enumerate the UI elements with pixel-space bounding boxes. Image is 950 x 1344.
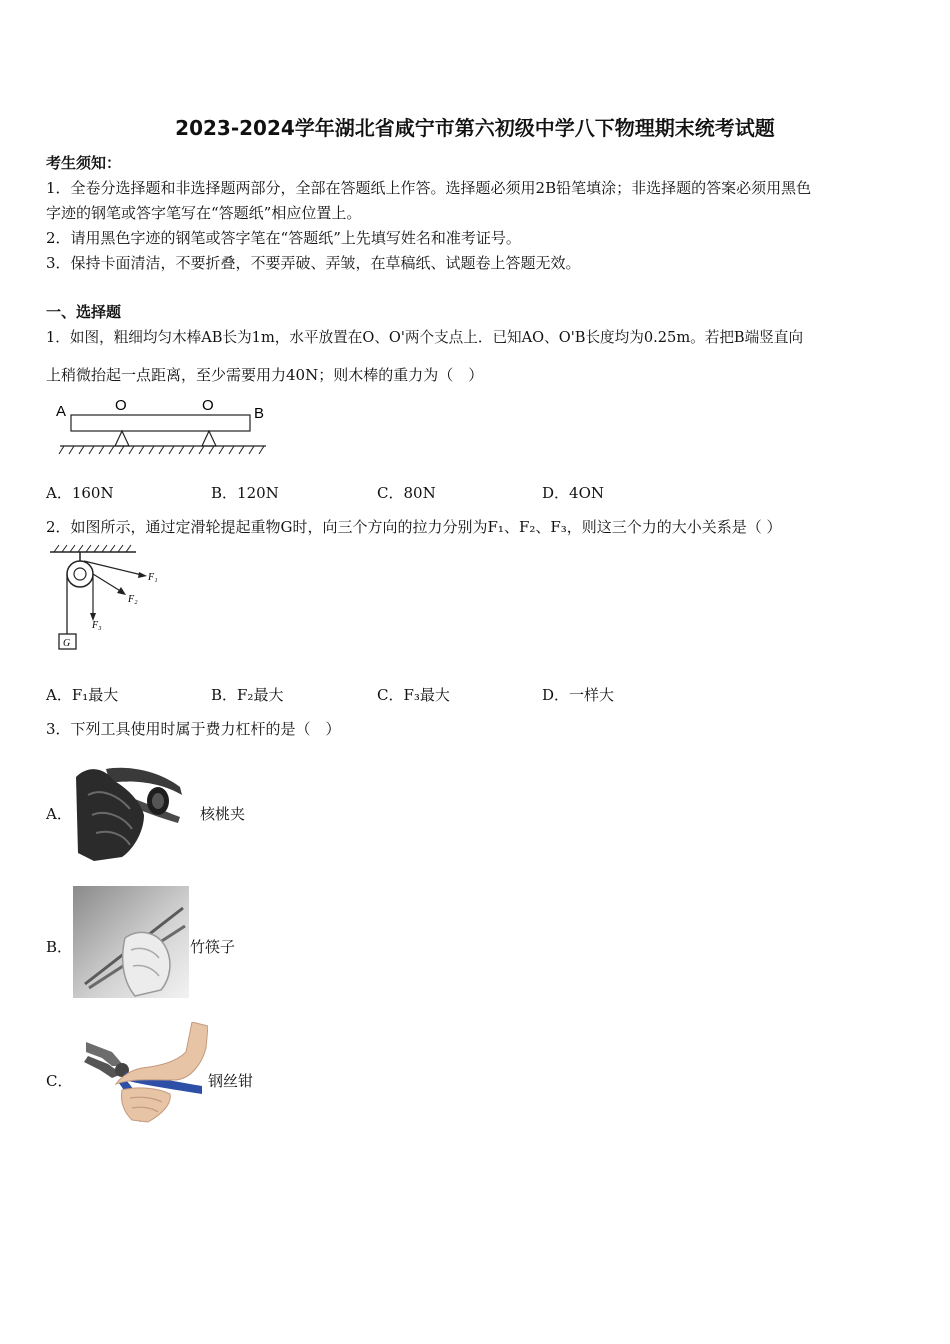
q3-option-b-letter[interactable]: B． [46, 938, 73, 956]
ceiling-hatching [54, 545, 131, 552]
support-o1 [115, 431, 129, 446]
label-f3: F₃ [92, 620, 102, 631]
arrow-f2 [117, 587, 126, 595]
q2-option-d[interactable]: D．一样大 [542, 686, 615, 704]
q2-option-a[interactable]: A．F₁最大 [46, 686, 119, 704]
notice-item: 字迹的钢笔或答字笔写在“答题纸”相应位置上。 [46, 204, 362, 222]
arrow-f1 [138, 572, 147, 578]
pliers-photo-icon [82, 1022, 208, 1128]
q1-label-a: A [56, 403, 67, 420]
notice-heading: 考生须知： [46, 154, 122, 172]
rope-f2 [93, 574, 122, 592]
q1-option-c[interactable]: C．80N [377, 484, 436, 502]
q1-stem-line1: 1．如图，粗细均匀木棒AB长为1m，水平放置在O、O'两个支点上．已知AO、O'B长度均为0.25m。若把B端竖直向 [46, 329, 804, 346]
q1-label-b: B [254, 405, 265, 422]
q1-label-o2: O [202, 397, 214, 414]
notice-item: 3．保持卡面清洁，不要折叠，不要弄破、弄皱，在草稿纸、试题卷上答题无效。 [46, 254, 581, 272]
pulley-axle [74, 568, 86, 580]
q1-option-d[interactable]: D．4ON [542, 484, 604, 502]
nutcracker-photo-icon [74, 757, 189, 862]
wooden-rod [71, 415, 250, 431]
q3-option-c-label: 钢丝钳 [208, 1072, 254, 1090]
page-title: 2023-2024学年湖北省咸宁市第六初级中学八下物理期末统考试题 [175, 116, 775, 140]
label-f2: F₂ [128, 594, 138, 605]
section-heading: 一、选择题 [46, 303, 122, 321]
support-o2 [202, 431, 216, 446]
q3-option-c-letter[interactable]: C． [46, 1072, 73, 1090]
q1-stem-line2: 上稍微抬起一点距离，至少需要用力40N；则木棒的重力为（ ） [46, 366, 484, 384]
label-f1: F₁ [148, 572, 158, 583]
q2-pulley-figure [44, 544, 184, 654]
notice-item: 2．请用黑色字迹的钢笔或答字笔在“答题纸”上先填写姓名和准考证号。 [46, 229, 521, 247]
chopsticks-photo-icon [73, 886, 189, 998]
notice-item: 1．全卷分选择题和非选择题两部分，全部在答题纸上作答。选择题必须用2B铅笔填涂；非选择题的答案必须用黑色 [46, 179, 812, 197]
q3-option-a-label: 核桃夹 [200, 805, 246, 823]
q1-label-o1: O [115, 397, 127, 414]
label-g: G [63, 638, 71, 649]
q2-option-b[interactable]: B．F₂最大 [211, 686, 284, 704]
q2-option-c[interactable]: C．F₃最大 [377, 686, 450, 704]
q1-option-a[interactable]: A．160N [46, 484, 114, 502]
q2-stem: 2．如图所示，通过定滑轮提起重物G时，向三个方向的拉力分别为F₁、F₂、F₃，则这三个力的大小关系是（ ） [46, 518, 782, 536]
q3-option-b-label: 竹筷子 [190, 938, 236, 956]
q3-option-a-letter[interactable]: A． [46, 805, 72, 823]
q1-option-b[interactable]: B．120N [211, 484, 279, 502]
ground-hatching [59, 446, 264, 454]
q1-lever-figure [54, 394, 274, 460]
q3-stem: 3．下列工具使用时属于费力杠杆的是（ ） [46, 720, 341, 738]
